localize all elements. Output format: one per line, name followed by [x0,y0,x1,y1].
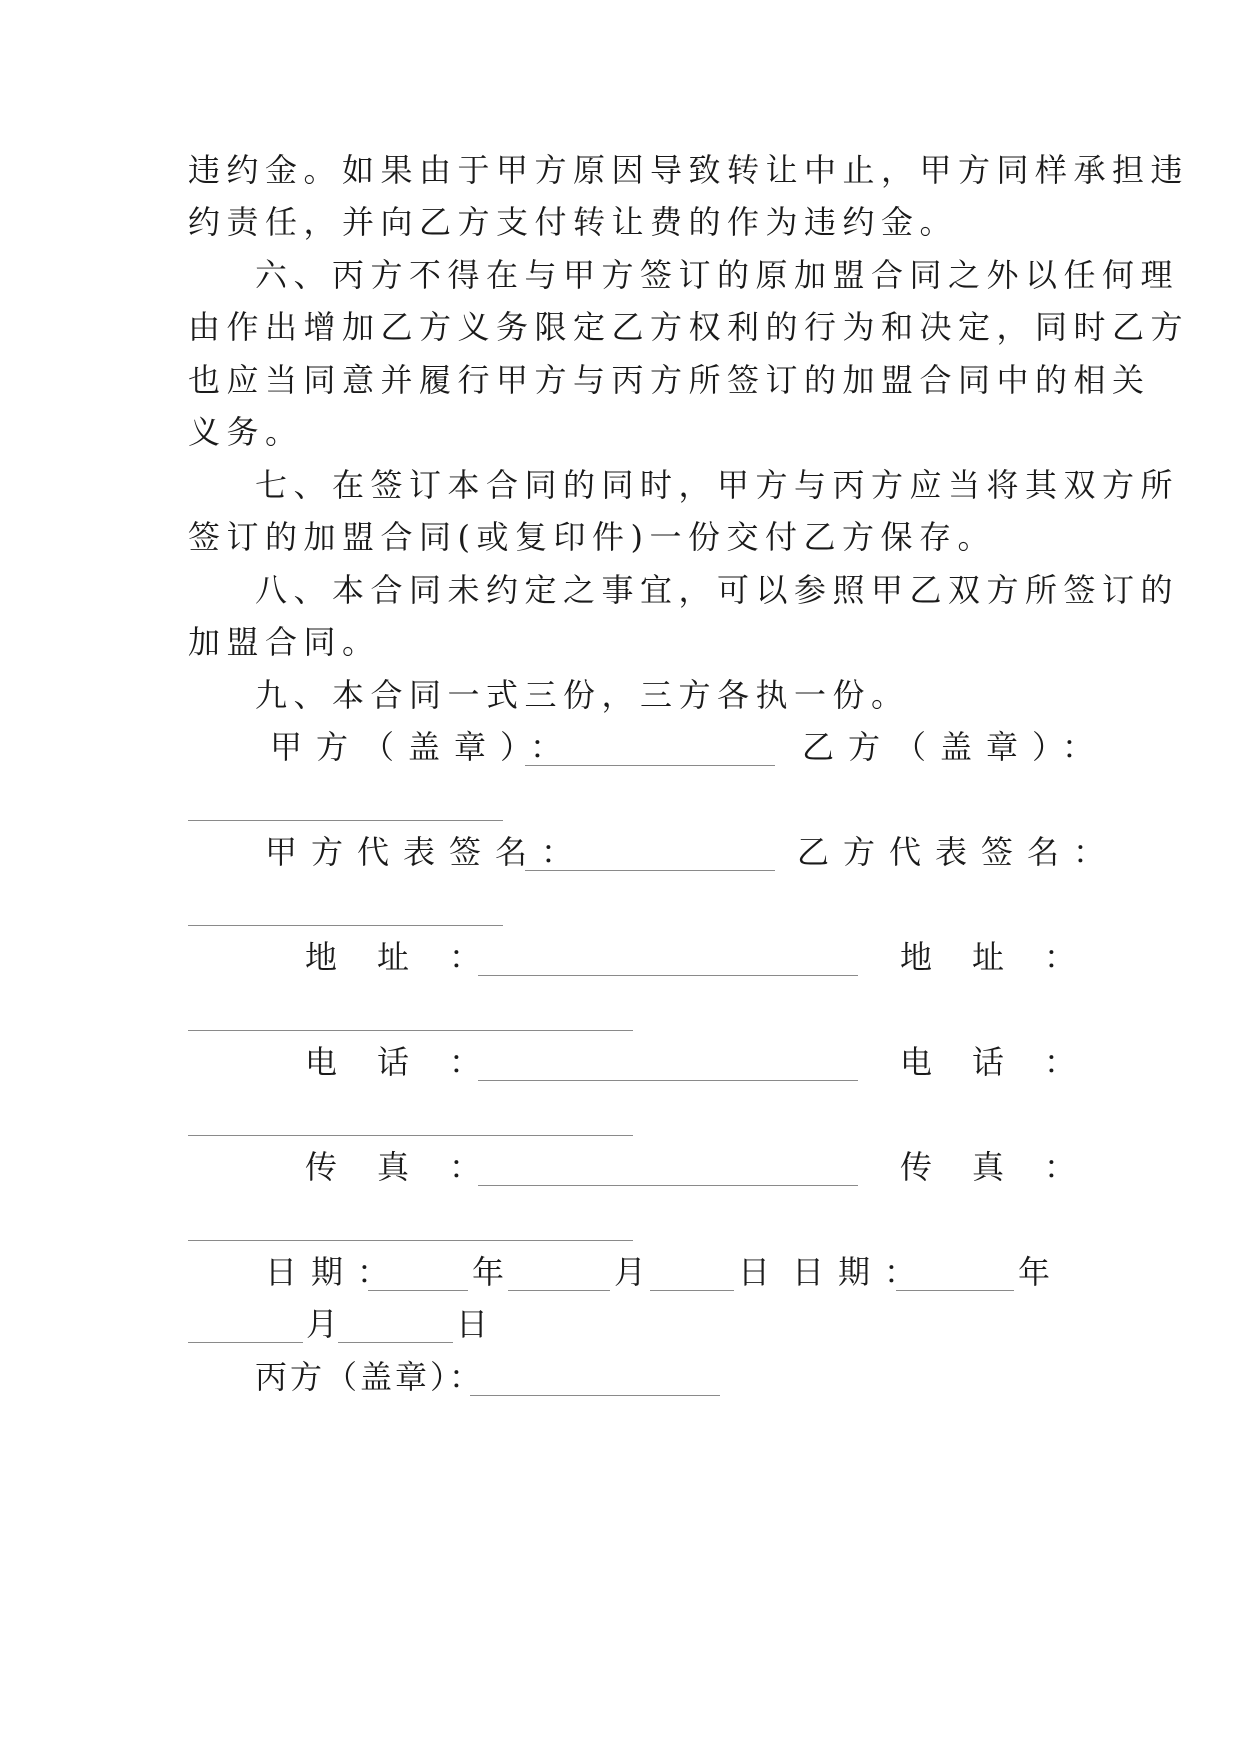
clause-9-line-1: 九、本合同一式三份，三方各执一份。 [255,676,910,714]
party-b-rep-label: 乙方代表签名： [797,833,1120,871]
party-b-month-blank [188,1342,303,1343]
party-a-date-label: 日期： [265,1253,404,1291]
party-b-fax-label: 传真： [900,1148,1117,1186]
party-a-day-label: 日 [738,1253,771,1291]
party-c-seal-label: 丙方（盖章）： [255,1358,485,1396]
clause-6-line-1: 六、丙方不得在与甲方签订的原加盟合同之外以任何理 [255,256,1180,294]
party-c-seal-blank [470,1395,720,1396]
party-a-rep-blank [525,870,775,871]
party-a-fax-label: 传真： [305,1148,522,1186]
clause-6-line-2: 由作出增加乙方义务限定乙方权利的行为和决定，同时乙方 [188,308,1190,346]
party-a-seal-label: 甲方（盖章）： [270,728,577,766]
party-a-month-blank [508,1290,610,1291]
party-a-address-blank [478,975,858,976]
body-line-1: 违约金。如果由于甲方原因导致转让中止，甲方同样承担违 [188,151,1190,189]
party-a-rep-label: 甲方代表签名： [265,833,588,871]
clause-8-line-1: 八、本合同未约定之事宜，可以参照甲乙双方所签订的 [255,571,1180,609]
party-b-year-blank [896,1290,1014,1291]
party-a-year-label: 年 [472,1253,505,1291]
party-b-seal-label: 乙方（盖章）： [802,728,1109,766]
party-b-day-blank [338,1342,453,1343]
party-a-fax-blank [478,1185,858,1186]
party-b-month-label: 月 [306,1305,339,1343]
party-a-day-blank [650,1290,734,1291]
party-a-year-blank [368,1290,468,1291]
party-b-address-label: 地址： [900,938,1117,976]
clause-6-line-3: 也应当同意并履行甲方与丙方所签订的加盟合同中的相关 [188,361,1151,399]
party-b-phone-blank [188,1135,633,1136]
party-b-seal-blank [188,820,503,821]
party-a-seal-blank [525,765,775,766]
party-a-month-label: 月 [614,1253,647,1291]
party-b-rep-blank [188,925,503,926]
party-a-address-label: 地址： [305,938,522,976]
party-b-address-blank [188,1030,633,1031]
party-b-date-label: 日期： [792,1253,931,1291]
clause-8-line-2: 加盟合同。 [188,623,381,661]
party-b-phone-label: 电话： [900,1043,1117,1081]
body-line-2: 约责任，并向乙方支付转让费的作为违约金。 [188,203,959,241]
clause-7-line-2: 签订的加盟合同(或复印件)一份交付乙方保存。 [188,518,996,556]
party-a-phone-label: 电话： [305,1043,522,1081]
party-b-year-label: 年 [1018,1253,1051,1291]
clause-6-line-4: 义务。 [188,413,304,451]
party-a-phone-blank [478,1080,858,1081]
party-b-fax-blank [188,1240,633,1241]
clause-7-line-1: 七、在签订本合同的同时，甲方与丙方应当将其双方所 [255,466,1180,504]
party-b-day-label: 日 [456,1305,489,1343]
